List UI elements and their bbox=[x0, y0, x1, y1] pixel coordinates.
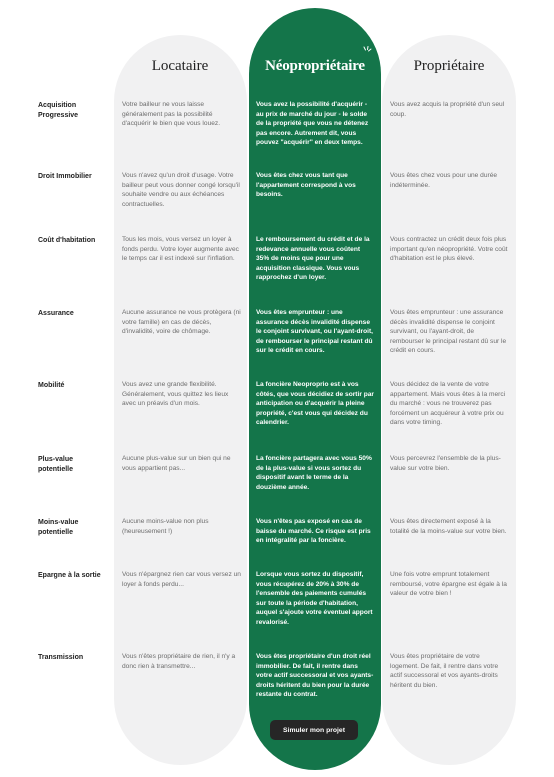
cell-neo-moins-value: Vous n'êtes pas exposé en cas de baisse du marché. Ce risque est pris en intégralité par la foncière. bbox=[256, 518, 371, 545]
simulate-project-button[interactable]: Simuler mon projet bbox=[270, 720, 358, 740]
row-label-acquisition: Acquisition Progressive bbox=[38, 102, 79, 119]
cell-neo-cout-habitation: Le remboursement du crédit et de la redevance annuelle vous coûtent 35% de moins que pour une acquisition classique. Vous vous rapprochez d'un loyer. bbox=[256, 236, 370, 282]
row-label-droit-immobilier: Droit Immobilier bbox=[38, 173, 92, 180]
cell-neo-epargne: Lorsque vous sortez du dispositif, vous récupérez de 20% à 30% de l'ensemble des paiements cumulés sur toute la période d'habitation, auquel s'ajoute votre éventuel apport revalorisé. bbox=[256, 571, 373, 626]
cell-neo-transmission: Vous êtes propriétaire d'un droit réel immobilier. De fait, il rentre dans votre actif successoral et vos ayants-droits héritent du bien pour la durée restante du contrat. bbox=[256, 653, 374, 699]
cell-locataire-cout-habitation: Tous les mois, vous versez un loyer à fonds perdu. Votre loyer augmente avec le temps car il est indexé sur l'inflation. bbox=[122, 236, 239, 263]
column-title-locataire: Locataire bbox=[151, 58, 209, 74]
cell-proprietaire-moins-value: Vous êtes directement exposé à la totalité de la moins-value sur votre bien. bbox=[390, 518, 507, 535]
cell-proprietaire-acquisition: Vous avez acquis la propriété d'un seul coup. bbox=[390, 101, 505, 118]
cell-proprietaire-cout-habitation: Vous contractez un crédit deux fois plus important qu'en néopropriété. Votre coût d'habitation est le plus élevé. bbox=[390, 236, 508, 263]
column-title-proprietaire: Propriétaire bbox=[413, 58, 485, 74]
row-label-moins-value: Moins-value potentielle bbox=[38, 519, 79, 536]
cell-locataire-moins-value: Aucune moins-value non plus (heureusement !) bbox=[122, 518, 209, 535]
cell-proprietaire-plus-value: Vous percevrez l'ensemble de la plus-value sur votre bien. bbox=[390, 455, 501, 472]
cell-locataire-mobilite: Vous avez une grande flexibilité. Généralement, vous quittez les lieux avec un préavis d'un mois. bbox=[122, 381, 229, 408]
cell-proprietaire-droit-immobilier: Vous êtes chez vous pour une durée indéterminée. bbox=[390, 172, 498, 189]
cell-locataire-epargne: Vous n'épargnez rien car vous versez un loyer à fonds perdu... bbox=[122, 571, 241, 588]
cell-locataire-acquisition: Votre bailleur ne vous laisse généralement pas la possibilité d'acquérir le bien que vous louez. bbox=[122, 101, 221, 128]
cell-locataire-transmission: Vous n'êtes propriétaire de rien, il n'y a donc rien à transmettre... bbox=[122, 653, 236, 670]
cell-neo-acquisition: Vous avez la possibilité d'acquérir - au prix de marché du jour - le solde de la propriété que vous ne détenez pas encore. Autrement dit, vous pouvez "acquérir" en deux temps. bbox=[256, 101, 369, 147]
cell-locataire-assurance: Aucune assurance ne vous protègera (ni votre famille) en cas de décès, d'invalidité, voire de chômage. bbox=[122, 309, 241, 336]
cell-proprietaire-assurance: Vous êtes emprunteur : une assurance décès invalidité dispense le conjoint survivant, ou l'ayant-droit, de rembourser le principal restant dû sur le crédit en cours. bbox=[390, 309, 507, 355]
sparkle-icon bbox=[362, 46, 372, 56]
row-label-epargne: Epargne à la sortie bbox=[38, 572, 101, 579]
cell-neo-assurance: Vous êtes emprunteur : une assurance décès invalidité dispense le conjoint survivant, ou l'ayant-droit, de rembourser le principal restant dû sur le crédit en cours. bbox=[256, 309, 373, 355]
column-title-neoproprietaire: Néopropriétaire bbox=[265, 58, 365, 74]
cell-proprietaire-transmission: Vous êtes propriétaire de votre logement. De fait, il rentre dans votre actif successoral et vos ayants-droits héritent du bien. bbox=[390, 653, 499, 689]
row-label-cout-habitation: Coût d'habitation bbox=[38, 237, 96, 244]
cell-locataire-droit-immobilier: Vous n'avez qu'un droit d'usage. Votre bailleur peut vous donner congé lorsqu'il souhaite vendre ou aux échéances contractuelles. bbox=[122, 172, 240, 208]
row-label-mobilite: Mobilité bbox=[38, 382, 65, 389]
cell-proprietaire-mobilite: Vous décidez de la vente de votre appartement. Mais vous êtes à la merci du marché : vous ne trouverez pas forcément un acquéreur à votre prix ou dans votre timing. bbox=[390, 381, 506, 427]
cell-neo-plus-value: La foncière partagera avec vous 50% de la plus-value si vous sortez du dispositif avant le terme de la douzième année. bbox=[256, 455, 372, 491]
cell-proprietaire-epargne: Une fois votre emprunt totalement remboursé, votre épargne est égale à la valeur de votre bien ! bbox=[390, 571, 507, 598]
row-label-plus-value: Plus-value potentielle bbox=[38, 456, 74, 473]
row-label-assurance: Assurance bbox=[38, 310, 74, 317]
cell-neo-droit-immobilier: Vous êtes chez vous tant que l'appartement correspond à vos besoins. bbox=[256, 172, 356, 199]
cell-neo-mobilite: La foncière Neoproprio est à vos côtés, que vous décidiez de sortir par anticipation ou d'acquérir la pleine propriété, c'est vous qui décidez du calendrier. bbox=[256, 381, 374, 427]
cell-locataire-plus-value: Aucune plus-value sur un bien qui ne vous appartient pas... bbox=[122, 455, 231, 472]
row-label-transmission: Transmission bbox=[38, 654, 84, 661]
